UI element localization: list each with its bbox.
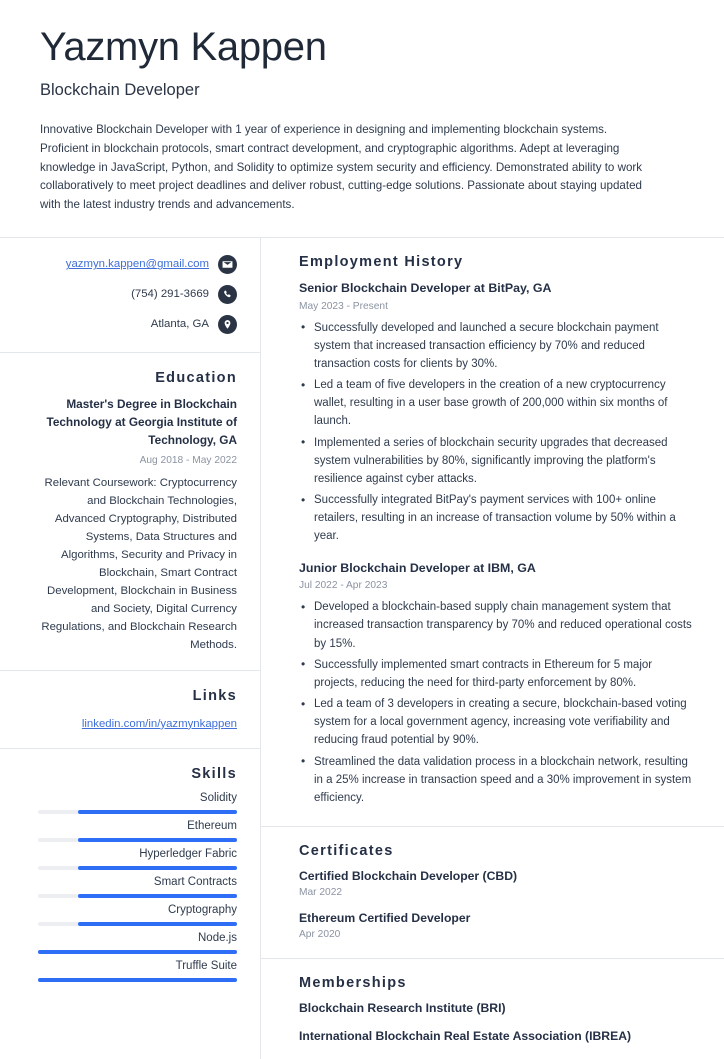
skill-bar-fill [78, 866, 237, 870]
skill-item [38, 960, 237, 982]
employment-entry-date: Jul 2022 - Apr 2023 [299, 580, 388, 592]
employment-bullet: • Streamlined the data validation process in a blockchain network, resulting in a 25% increase in transaction speed and a 30% improvement in system efficiency. [299, 753, 696, 807]
envelope-icon [218, 255, 237, 274]
employment-section [261, 238, 724, 827]
memberships-section [261, 959, 724, 1059]
skill-bar-track [38, 894, 237, 898]
employment-list [299, 280, 696, 807]
skill-bar-track [38, 922, 237, 926]
employment-bullet: • Led a team of five developers in the creation of a new cryptocurrency wallet, resulting in a user base growth of 200,000 within six months of launch. [299, 376, 696, 430]
employment-entry [299, 560, 696, 807]
education-date: Aug 2018 - May 2022 [139, 454, 237, 466]
employment-entry-date: May 2023 - Present [299, 300, 388, 312]
employment-bullet-list [299, 319, 696, 546]
skill-bar-fill [78, 894, 237, 898]
certificate-date: Mar 2022 [299, 886, 343, 898]
certificate-name: Certified Blockchain Developer (CBD) [299, 868, 518, 883]
page-title: Yazmyn Kappen [40, 25, 327, 69]
skills-section [0, 749, 260, 1004]
skill-item [38, 904, 237, 926]
resume-header [0, 0, 724, 215]
employment-bullet: • Implemented a series of blockchain security upgrades that decreased system vulnerabilities by 80%, significantly improving the platform's resilience against cyber attacks. [299, 434, 696, 488]
skills-heading: Skills [191, 765, 237, 782]
education-degree: Master's Degree in Blockchain Technology at Georgia Institute of Technology, GA [46, 396, 237, 447]
main-content [261, 238, 724, 1059]
skill-bar-fill [78, 838, 237, 842]
education-section [0, 353, 260, 671]
education-heading: Education [155, 369, 237, 386]
skill-bar-track [38, 810, 237, 814]
employment-entry-title: Senior Blockchain Developer at BitPay, GA [299, 280, 552, 295]
employment-bullet: • Led a team of 3 developers in creating a secure, blockchain-based voting system for a local government agency, increasing vote verifiability and reducing fraud potential by 90%. [299, 695, 696, 749]
skill-name: Solidity [199, 791, 237, 804]
skill-name: Ethereum [187, 819, 237, 832]
skill-bar-fill [38, 950, 237, 954]
contact-phone-row[interactable] [38, 285, 237, 304]
contact-location-text: Atlanta, GA [150, 318, 209, 331]
skill-bar-fill [78, 922, 237, 926]
skill-item [38, 876, 237, 898]
skill-name: Truffle Suite [175, 959, 237, 972]
employment-bullet: • Successfully integrated BitPay's payment services with 100+ online retailers, resulting in an increase of transaction volume by 50% within a year. [299, 491, 696, 545]
profile-summary: Innovative Blockchain Developer with 1 year of experience in designing and implementing blockchain systems. Proficient in blockchain protocols, smart contract development, and cryptographic algorithms. Adept at leveraging knowledge in JavaScript, Python, and Solidity to optimize system security and efficiency. Demonstrated ability to work collaboratively to meet project deadlines and deliver robust, cutting-edge solutions. Passionate about staying updated with the latest industry trends and advancements. [40, 123, 643, 212]
employment-entry-title: Junior Blockchain Developer at IBM, GA [299, 560, 536, 575]
skill-item [38, 820, 237, 842]
certificates-list [299, 869, 696, 940]
employment-heading: Employment History [299, 253, 464, 270]
contact-section [0, 238, 260, 353]
skill-bar-track [38, 838, 237, 842]
employment-bullet: • Successfully implemented smart contracts in Ethereum for 5 major projects, reducing the need for third-party enforcement by 80%. [299, 656, 696, 692]
contact-email-text[interactable]: yazmyn.kappen@gmail.com [65, 258, 209, 271]
employment-bullet: • Developed a blockchain-based supply chain management system that increased transaction transparency by 70% and reduced operational costs by 15%. [299, 598, 696, 652]
certificates-section [261, 827, 724, 959]
employment-entry [299, 280, 696, 546]
contact-email-row[interactable] [38, 255, 237, 274]
location-pin-icon [218, 315, 237, 334]
contact-phone-text: (754) 291-3669 [131, 288, 209, 301]
link-item[interactable]: linkedin.com/in/yazmynkappen [81, 717, 237, 730]
contact-location-row [38, 315, 237, 334]
education-description: Relevant Coursework: Cryptocurrency and Blockchain Technologies, Advanced Cryptography, Distributed Systems, Data Structures and Algorithms, Security and Privacy in Blockchain, Smart Contract Development, Blockchain in Business and Society, Digital Currency Regulations, and Blockchain Research Methods. [41, 476, 237, 651]
memberships-list [299, 1001, 696, 1043]
skill-item [38, 792, 237, 814]
certificate-item [299, 869, 696, 898]
skill-bar-fill [38, 978, 237, 982]
skills-list [38, 792, 237, 982]
links-heading: Links [192, 687, 237, 704]
membership-item: Blockchain Research Institute (BRI) [299, 1000, 506, 1015]
skill-name: Hyperledger Fabric [139, 847, 237, 860]
certificate-item [299, 911, 696, 940]
skill-item [38, 932, 237, 954]
job-title: Blockchain Developer [40, 81, 200, 99]
skill-name: Node.js [198, 931, 237, 944]
skill-name: Smart Contracts [153, 875, 237, 888]
employment-bullet-list [299, 598, 696, 807]
certificate-date: Apr 2020 [299, 928, 341, 940]
links-section [0, 671, 260, 749]
skill-bar-track [38, 950, 237, 954]
skill-bar-track [38, 866, 237, 870]
sidebar [0, 238, 261, 1059]
skill-bar-track [38, 978, 237, 982]
phone-icon [218, 285, 237, 304]
certificate-name: Ethereum Certified Developer [299, 910, 471, 925]
certificates-heading: Certificates [299, 842, 394, 859]
employment-bullet: • Successfully developed and launched a secure blockchain payment system that increased transaction efficiency by 70% and reduced transaction costs for clients by 30%. [299, 319, 696, 373]
membership-item: International Blockchain Real Estate Association (IBREA) [299, 1028, 632, 1043]
skill-item [38, 848, 237, 870]
skill-bar-fill [78, 810, 237, 814]
memberships-heading: Memberships [299, 974, 407, 991]
skill-name: Cryptography [167, 903, 237, 916]
resume-body [0, 238, 724, 1059]
